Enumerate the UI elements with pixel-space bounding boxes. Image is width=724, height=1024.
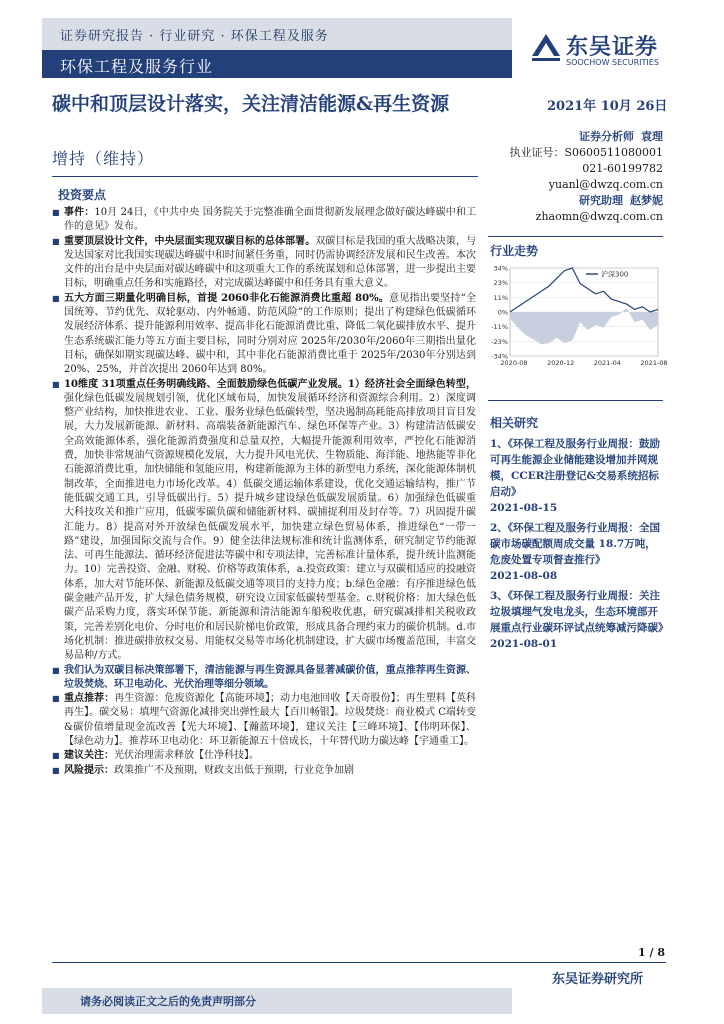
divider xyxy=(488,236,663,237)
x-tick-label: 2021-08 xyxy=(640,359,668,367)
y-tick-label: 23% xyxy=(493,279,508,288)
section-heading-related: 相关研究 xyxy=(490,416,539,430)
report-category: 证券研究报告 · 行业研究 · 环保工程及服务 xyxy=(60,29,329,44)
analyst-name: 袁理 xyxy=(641,130,663,143)
point-item: ■ 风险提示：政策推广不及预期，财政支出低于预期，行业竞争加剧 xyxy=(52,764,476,778)
page-number: 1 / 8 xyxy=(638,946,665,959)
series-area xyxy=(510,308,658,344)
analyst-phone: 021-60199782 xyxy=(582,162,663,175)
y-tick-label: 11% xyxy=(493,293,508,302)
analyst-block xyxy=(488,129,663,225)
point-item: ■ 10维度 31项重点任务明确线路、全面鼓励绿色低碳产业发展。1）经济社会全面绿色转型，强化绿色低碳发展规划引领，优化区域布局，加快发展循环经济和资源综合利用。2）深度调整产业结构，加快推进农业、工业、服务业绿色低碳转型，坚决遏制高耗能高排放项目盲目发展，大力发展新能源、新材料、高端装备新能源汽车、绿色环保等产业。3）构建清洁低碳安全高效能源体系，强化能源消费强度和总量双控，大幅提升能源利用效率，严控化石能源消费，加快非常规油气资源规模化发展，大力提升风电光伏、生物质能、海洋能、地热能等非化石能源消费比重，加快储能和氢能应用，构建新能源为主体的新型电力系统，深化能源体制机制改革，全面推进电力市场化改革。4）低碳交通运输体系建设，优化交通运输结构，推广节能低碳交通工具，引导低碳出行。5）提升城乡建设绿色低碳发展质量。6）加强绿色低碳重大科技攻关和推广应用，低碳零碳负碳和储能新材料、碳捕捉利用及封存等。7）巩固提升碳汇能力。8）提高对外开放绿色低碳发展水平，加快建立绿色贸易体系，推进绿色“一带一路”建设，加强国际交流与合作。9）健全法律法规标准和统计监测体系，研究制定节约能源法、可再生能源法、循环经济促进法等碳中和专项法律，完善标准计量体系，提升统计监测能力。10）完善投资、金融、财税、价格等政策体系，a.投资政策：建立与双碳相适应的投融资体系，加大对节能环保、新能源及低碳交通等项目的支持力度；b.绿色金融：有序推进绿色低碳金融产品开发，扩大绿色债务规模，研究设立国家低碳转型基金。c.财税价格：加大绿色低碳产品采购力度，落实环保节能、新能源和清洁能源车船税收优惠，研究碳减排相关税收政策，完善差别化电价、分时电价和居民阶梯电价政策，形成具备合理约束力的碳价机制。d.市场化机制：推进碳排放权交易、用能权交易等市场化机制建设，扩大碳市场覆盖范围，丰富交易品种/方式。 xyxy=(52,378,476,664)
divider xyxy=(52,176,478,177)
section-heading-trend: 行业走势 xyxy=(490,244,539,258)
analyst-role: 证券分析师 xyxy=(579,130,634,143)
point-item: ■ 重点推荐：再生资源：危废资源化【高能环境】；动力电池回收【天奇股份】；再生塑料【英科再生】。碳交易：填埋气资源化减排突出弹性最大【百川畅银】。垃圾焚烧：商业模式 C端转变&碳价值增量现金流改善【光大环境】、【瀚蓝环境】，建议关注【三峰环境】、【伟明环保】、【绿色动力】。推荐环卫电动化：环卫新能源五十倍成长，十年替代助力碳达峰【宇通重工】。 xyxy=(52,692,476,749)
point-item: ■ 我们认为双碳目标决策部署下，清洁能源与再生资源具备显著减碳价值，重点推荐再生资源、垃圾焚烧、环卫电动化、光伏治理等细分领域。 xyxy=(52,664,476,693)
x-tick-label: 2020-12 xyxy=(547,359,575,367)
assistant-name: 赵梦妮 xyxy=(630,194,663,207)
report-title: 碳中和顶层设计落实，关注清洁能源&再生资源 xyxy=(52,93,450,115)
y-tick-label: -11% xyxy=(491,323,508,332)
point-item: ■ 建议关注：光伏治理需求释放【仕净科技】。 xyxy=(52,749,476,763)
point-item: ■ 事件：10月 24日，《中共中央 国务院关于完整准确全面贯彻新发展理念做好碳达峰碳中和工作的意见》发布。 xyxy=(52,206,476,235)
y-tick-label: -23% xyxy=(491,337,508,346)
divider xyxy=(52,962,666,963)
assistant-role: 研究助理 xyxy=(579,194,623,207)
related-item[interactable]: 2、《环保工程及服务行业周报：全国碳市场碳配额周成交量 18.7万吨，危废处置专项督查推行》 2021-08-08 xyxy=(490,522,661,582)
logo-text-cn: 东吴证券 xyxy=(566,35,659,60)
y-tick-label: 34% xyxy=(493,264,508,273)
industry-trend-chart xyxy=(486,260,668,372)
legend-label: 沪深300 xyxy=(601,270,629,279)
divider xyxy=(488,400,663,401)
x-tick-label: 2020-08 xyxy=(500,359,528,367)
point-item: ■ 重要顶层设计文件，中央层面实现双碳目标的总体部署。双碳目标是我国的重大战略决策，与发达国家对比我国实现碳达峰碳中和时间紧任务重，同时仍需协调经济发展和民生改善。本次文件的出台是中央层面对碳达峰碳中和这项重大工作的系统谋划和总体部署，进一步提出主要目标，明确重点任务和实施路径，对完成碳达峰碳中和任务具有重大意义。 xyxy=(52,235,476,292)
assistant-email[interactable]: zhaomn@dwzq.com.cn xyxy=(535,210,663,223)
y-tick-label: 0% xyxy=(497,308,508,317)
related-research xyxy=(490,436,669,656)
disclaimer-notice: 请务必阅读正文之后的免责声明部分 xyxy=(80,995,256,1008)
related-item[interactable]: 3、《环保工程及服务行业周报：关注垃圾填埋气发电龙头，生态环境部开展重点行业碳环评试点统筹减污降碳》 2021-08-01 xyxy=(490,590,669,650)
analyst-email[interactable]: yuanl@dwzq.com.cn xyxy=(548,178,663,191)
series-line xyxy=(510,268,658,312)
report-date: 2021年 10月 26日 xyxy=(547,99,668,114)
related-item[interactable]: 1、《环保工程及服务行业周报：鼓励可再生能源企业储能建设增加并网规模，CCER注册登记&交易系统招标启动》 2021-08-15 xyxy=(490,438,661,514)
logo-text-en: SOOCHOW SECURITIES xyxy=(566,58,659,67)
footer-org: 东吴证券研究所 xyxy=(552,972,644,987)
analyst-cert: 执业证号：S0600511080001 xyxy=(509,146,663,159)
industry-name: 环保工程及服务行业 xyxy=(60,57,214,76)
point-item: ■ 五大方面三期量化明确目标，首提 2060非化石能源消费比重超 80%。意见指出要坚持“全国统筹、节约优先、双轮驱动、内外畅通、防范风险”的工作原则；提出了构建绿色低碳循环发展经济体系、提升能源利用效率、提高非化石能源消费比重、降低二氧化碳排放水平、提升生态系统碳汇能力等五方面主要目标，同时分别对应 2025年/2030年/2060年三期指出量化目标，确保如期实现碳达峰、碳中和，其中非化石能源消费比重于 2025年/2030年分别达到 20%、25%，并首次提出 2060年达到 80%。 xyxy=(52,292,476,378)
section-heading-points: 投资要点 xyxy=(58,188,107,202)
investment-points xyxy=(52,206,476,778)
rating: 增持（维持） xyxy=(52,149,155,168)
x-tick-label: 2021-04 xyxy=(593,359,621,367)
y-tick-label: -34% xyxy=(491,352,508,361)
